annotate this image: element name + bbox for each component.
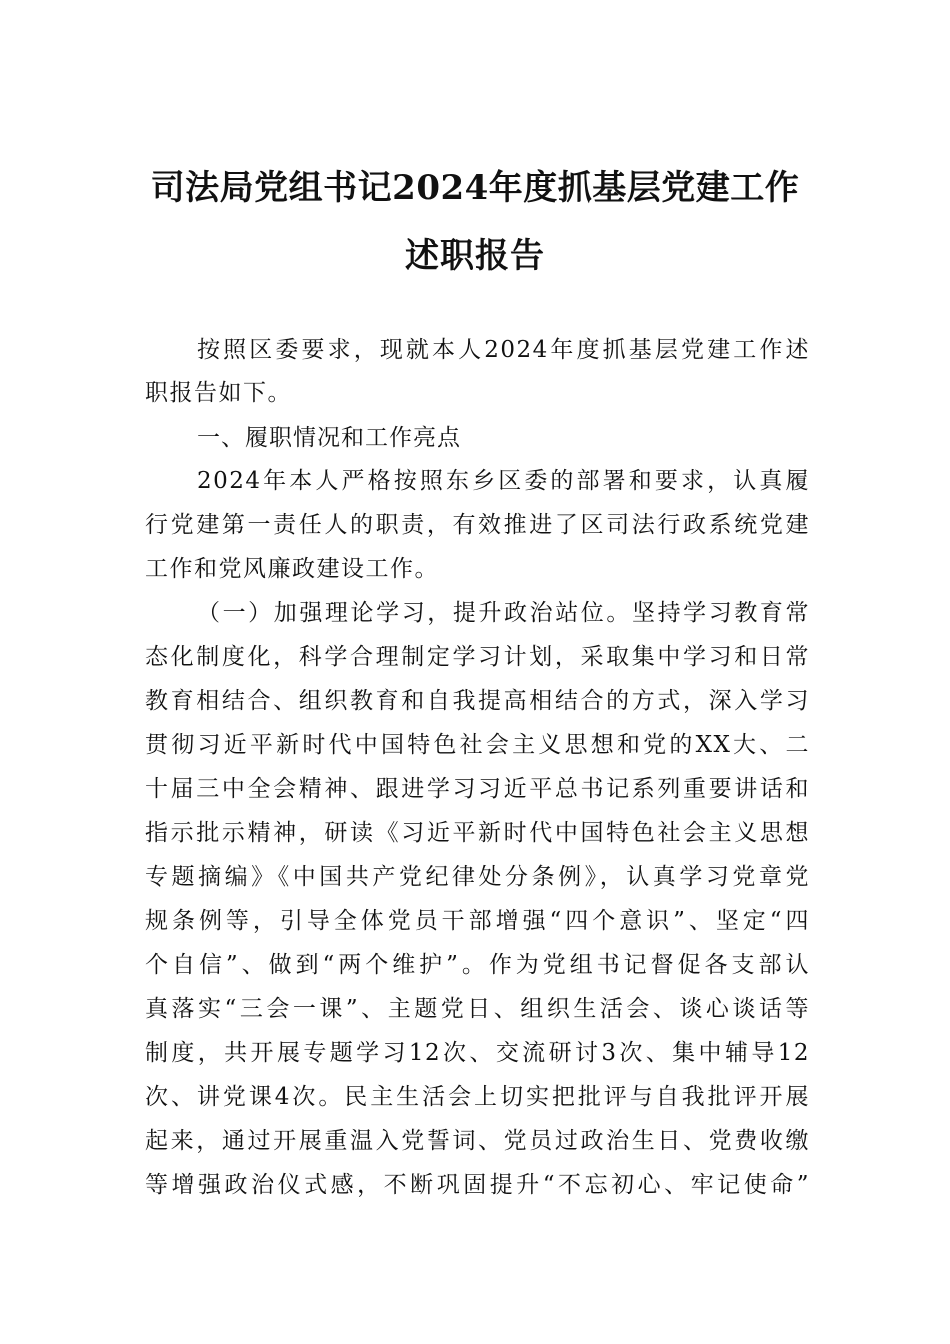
paragraph-line: 个自信”、做到“两个维护”。作为党组书记督促各支部认: [145, 952, 810, 978]
paragraph-line: 2024年本人严格按照东乡区委的部署和要求，认真履: [197, 468, 810, 494]
document-title-line-2: 述职报告: [405, 236, 545, 276]
subsection-heading: （一）加强理论学习，提升政治站位。: [197, 600, 632, 626]
intro-line: 按照区委要求，现就本人2024年度抓基层党建工作述: [197, 337, 810, 363]
paragraph-line: 教育相结合、组织教育和自我提高相结合的方式，深入学习: [145, 688, 810, 714]
paragraph-line: 制度，共开展专题学习12次、交流研讨3次、集中辅导12: [145, 1040, 810, 1066]
paragraph-line: 等增强政治仪式感，不断巩固提升“不忘初心、牢记使命”: [145, 1172, 810, 1198]
paragraph-line: 行党建第一责任人的职责，有效推进了区司法行政系统党建: [145, 512, 810, 538]
paragraph-line: 起来，通过开展重温入党誓词、党员过政治生日、党费收缴: [145, 1128, 810, 1154]
paragraph-line: 贯彻习近平新时代中国特色社会主义思想和党的XX大、二: [145, 732, 810, 758]
document-title-line-1: 司法局党组书记2024年度抓基层党建工作: [150, 168, 800, 208]
paragraph-line: 专题摘编》《中国共产党纪律处分条例》，认真学习党章党: [145, 864, 810, 890]
paragraph-line: 规条例等，引导全体党员干部增强“四个意识”、坚定“四: [145, 908, 810, 934]
paragraph-line: 指示批示精神，研读《习近平新时代中国特色社会主义思想: [145, 820, 810, 846]
paragraph-line: 工作和党风廉政建设工作。: [145, 556, 439, 582]
subsection-first-line-rest: 坚持学习教育常: [631, 600, 810, 626]
paragraph-line: 真落实“三会一课”、主题党日、组织生活会、谈心谈话等: [145, 996, 810, 1022]
intro-line: 职报告如下。: [145, 380, 292, 406]
paragraph-line: 十届三中全会精神、跟进学习习近平总书记系列重要讲话和: [145, 776, 810, 802]
paragraph-line: 次、讲党课4次。民主生活会上切实把批评与自我批评开展: [145, 1084, 810, 1110]
subsection-first-line: [197, 594, 810, 633]
section-heading: 一、履职情况和工作亮点: [197, 425, 461, 451]
paragraph-line: 态化制度化，科学合理制定学习计划，采取集中学习和日常: [145, 644, 810, 670]
